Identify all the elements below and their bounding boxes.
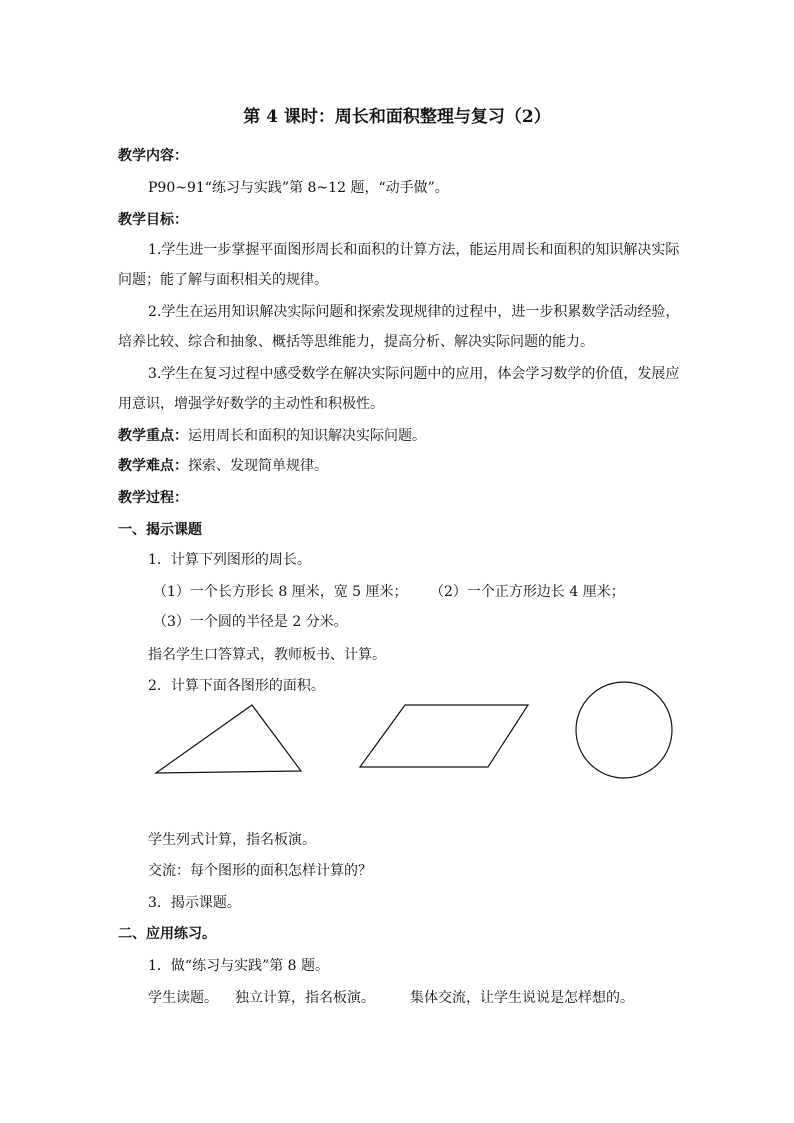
section-1-q1-note: 指名学生口答算式，教师板书、计算。 (148, 647, 386, 663)
key-point-label: 教学重点： (118, 428, 188, 444)
difficulty-label: 教学难点： (118, 458, 188, 474)
section-1-q1-c: （3）一个圆的半径是 2 分米。 (153, 614, 348, 630)
page-title: 第 4 课时：周长和面积整理与复习（2） (243, 107, 551, 127)
section-1-q1-b: （2）一个正方形边长 4 厘米； (430, 584, 625, 600)
difficulty (118, 456, 328, 476)
difficulty-text: 探索、发现简单规律。 (188, 458, 328, 474)
section-1-q1: 1．计算下列图形的周长。 (148, 552, 311, 568)
objective-1-line-2: 问题；能了解与面积相关的规律。 (118, 272, 328, 288)
circle-figure (576, 682, 672, 778)
section-1-q1-a: （1）一个长方形长 8 厘米，宽 5 厘米； (153, 584, 408, 600)
section-2-heading: 二、应用练习。 (118, 926, 216, 942)
parallelogram-figure (360, 705, 528, 767)
section-1-q2-note-1: 学生列式计算，指名板演。 (148, 832, 316, 848)
objective-2-line-1: 2.学生在运用知识解决实际问题和探索发现规律的过程中，进一步积累数学活动经验， (148, 304, 680, 320)
section-1-q3: 3．揭示课题。 (148, 895, 241, 911)
section-1-heading: 一、揭示课题 (118, 522, 202, 538)
objective-3-line-2: 用意识，增强学好数学的主动性和积极性。 (118, 396, 384, 412)
objective-1-line-1: 1.学生进一步掌握平面图形周长和面积的计算方法，能运用周长和面积的知识解决实际 (148, 242, 680, 258)
section-2-q1-b: 独立计算，指名板演。 (235, 990, 375, 1006)
section-1-q2-note-2: 交流：每个图形的面积怎样计算的？ (148, 863, 372, 879)
section-1-q2: 2．计算下面各图形的面积。 (148, 678, 325, 694)
objectives-heading: 教学目标： (118, 212, 188, 228)
key-point-text: 运用周长和面积的知识解决实际问题。 (188, 428, 426, 444)
section-2-q1-a: 学生读题。 (148, 990, 218, 1006)
content-text: P90~91“练习与实践”第 8~12 题，“动手做”。 (148, 180, 449, 196)
triangle-figure (156, 705, 301, 773)
key-point (118, 426, 426, 446)
objective-2-line-2: 培养比较、综合和抽象、概括等思维能力，提高分析、解决实际问题的能力。 (118, 334, 594, 350)
section-2-q1: 1．做“练习与实践”第 8 题。 (148, 958, 330, 974)
objective-3-line-1: 3.学生在复习过程中感受数学在解决实际问题中的应用，体会学习数学的价值，发展应 (148, 366, 680, 382)
section-2-q1-c: 集体交流，让学生说说是怎样想的。 (410, 990, 634, 1006)
content-heading: 教学内容： (118, 148, 188, 164)
process-heading: 教学过程： (118, 490, 188, 506)
